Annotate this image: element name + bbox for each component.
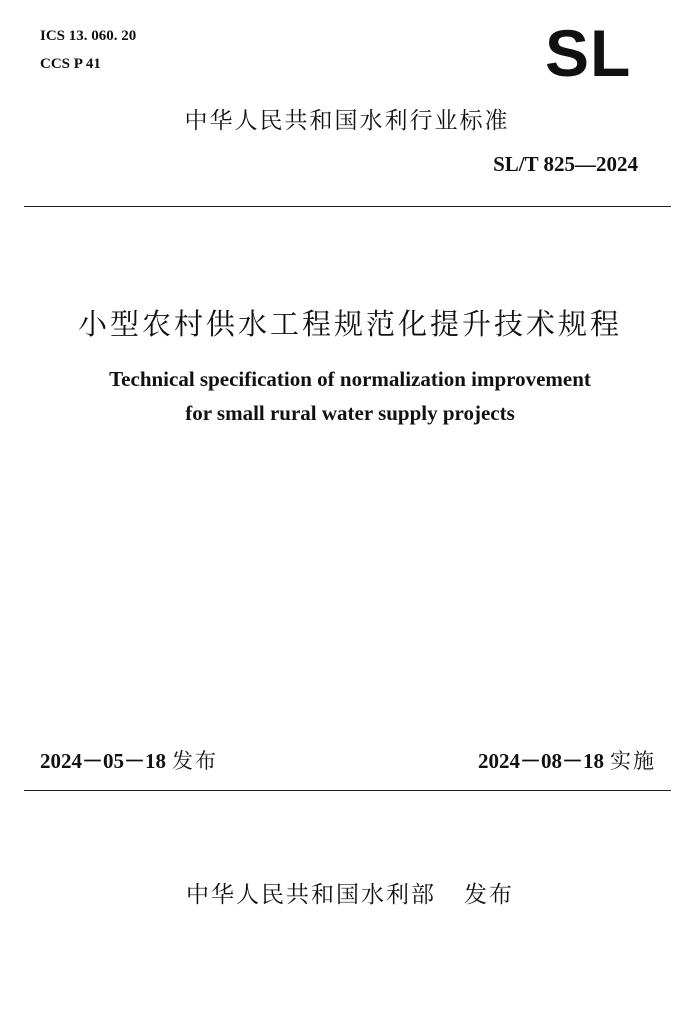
- ics-code: ICS 13. 060. 20: [40, 28, 137, 44]
- issuer-name: 中华人民共和国水利部: [186, 882, 436, 908]
- issuer-label: 发布: [464, 882, 514, 908]
- top-divider: [24, 206, 671, 207]
- issuer-line: [0, 876, 700, 909]
- implement-date-block: [478, 745, 656, 775]
- standard-category: [0, 102, 700, 135]
- title-chinese: 小型农村供水工程规范化提升技术规程: [77, 307, 622, 341]
- bottom-divider: [24, 790, 671, 791]
- title-english-line1: Technical specification of normalization improvement: [109, 367, 591, 391]
- sl-logo: SL: [545, 16, 632, 90]
- standard-category-text: 中华人民共和国水利行业标准: [184, 108, 510, 134]
- implement-label: 实施: [610, 749, 656, 773]
- classification-codes: [40, 22, 136, 78]
- standard-number: SL/T 825—2024: [493, 152, 638, 176]
- release-date: 2024－05－18: [40, 749, 166, 773]
- release-date-block: [40, 745, 218, 775]
- ccs-code: CCS P 41: [40, 56, 101, 72]
- title-english-line2: for small rural water supply projects: [185, 401, 515, 425]
- release-label: 发布: [172, 749, 218, 773]
- implement-date: 2024－08－18: [478, 749, 604, 773]
